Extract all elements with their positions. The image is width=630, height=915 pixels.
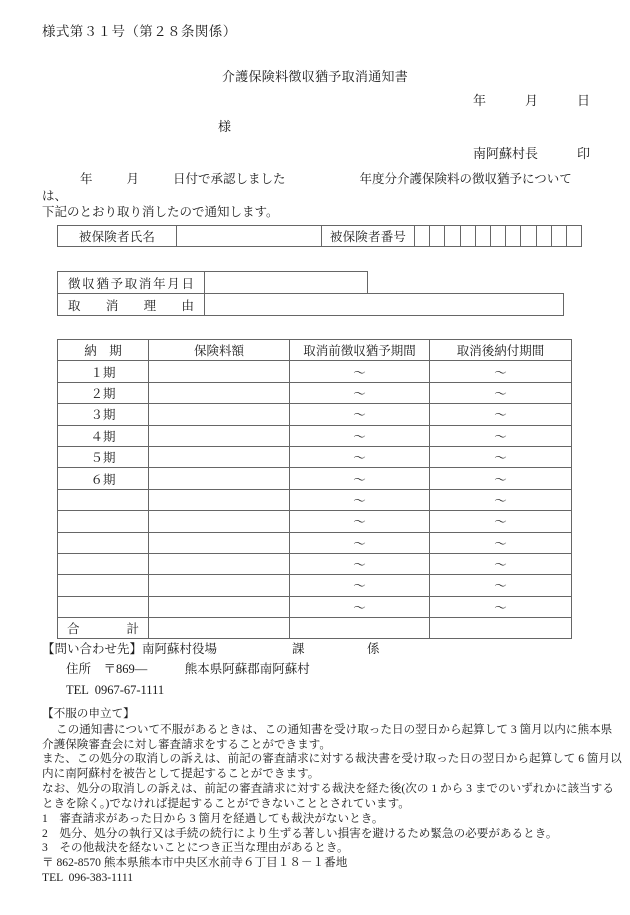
addressee-line: 様 xyxy=(218,119,232,134)
period-amount-field[interactable] xyxy=(149,425,290,446)
payment-period-table xyxy=(57,339,572,639)
period-amount-field[interactable] xyxy=(149,596,290,617)
period-after-field[interactable]: 〜 xyxy=(430,468,572,489)
period-amount-field[interactable] xyxy=(149,532,290,553)
period-amount-field[interactable] xyxy=(149,468,290,489)
appeal-paragraph-2: また、この処分の取消しの訴えは、前記の審査請求に対する裁決書を受け取った日の翌日から起算して 6 箇月以内に南阿蘇村を被告として提起することができます。 xyxy=(42,752,622,781)
table-row xyxy=(58,511,572,532)
period-term-label xyxy=(58,489,149,510)
table-row xyxy=(58,226,582,247)
table-row xyxy=(58,272,564,294)
table-row xyxy=(58,425,572,446)
period-term-label xyxy=(58,553,149,574)
appeal-address: 〒 862-8570 熊本県熊本市中央区水前寺６丁目１８－１番地 xyxy=(42,856,348,870)
appeal-paragraph-3: なお、処分の取消しの訴えは、前記の審査請求に対する裁決を経た後(次の 1 から 3 までのいずれかに該当するときを除く。)でなければ提起することができないこととされています。 xyxy=(42,782,614,810)
contact-block xyxy=(42,639,380,700)
body-fiscal-text: 年度分介護保険料の徴収猶予については、 xyxy=(42,172,572,203)
period-amount-field[interactable] xyxy=(149,446,290,467)
cancel-reason-field[interactable] xyxy=(205,294,564,316)
period-term-label xyxy=(58,532,149,553)
insured-number-cell[interactable] xyxy=(566,226,581,247)
insured-number-cell[interactable] xyxy=(521,226,536,247)
period-after-field[interactable]: 〜 xyxy=(430,553,572,574)
period-term-label: ３期 xyxy=(58,404,149,425)
period-amount-field[interactable] xyxy=(149,404,290,425)
table-row xyxy=(58,489,572,510)
period-before-field[interactable]: 〜 xyxy=(290,382,430,403)
insured-number-cell[interactable] xyxy=(475,226,490,247)
total-label: 合計 xyxy=(58,618,149,639)
period-table-head xyxy=(58,340,572,361)
period-before-field[interactable]: 〜 xyxy=(290,404,430,425)
period-amount-field[interactable] xyxy=(149,489,290,510)
total-after-field[interactable] xyxy=(430,618,572,639)
appeal-block xyxy=(42,707,622,886)
appeal-telephone: TEL 096-383-1111 xyxy=(42,871,134,885)
period-after-field[interactable]: 〜 xyxy=(430,489,572,510)
appeal-title: 【不服の申立て】 xyxy=(42,707,135,720)
period-term-label: ２期 xyxy=(58,382,149,403)
insured-number-label: 被保険者番号 xyxy=(322,226,415,247)
period-before-field[interactable]: 〜 xyxy=(290,489,430,510)
insured-name-field[interactable] xyxy=(177,226,322,247)
body-year: 年 xyxy=(80,172,93,186)
period-amount-field[interactable] xyxy=(149,575,290,596)
body-day: 日付で承認しました xyxy=(173,172,286,186)
period-term-label: ４期 xyxy=(58,425,149,446)
appeal-item: 3 その他裁決を経ないことにつき正当な理由があるとき。 xyxy=(42,841,349,855)
contact-telephone: TEL 0967-67-1111 xyxy=(66,682,165,697)
body-second-line: 下記のとおり取り消したので通知します。 xyxy=(42,205,279,219)
issue-date-line: 年 月 日 xyxy=(472,93,590,108)
period-after-field[interactable]: 〜 xyxy=(430,361,572,382)
appeal-item: 1 審査請求があった日から 3 箇月を経過しても裁決がないとき。 xyxy=(42,811,384,825)
period-before-field[interactable]: 〜 xyxy=(290,511,430,532)
table-row xyxy=(58,446,572,467)
cancellation-detail-table xyxy=(57,271,564,316)
cancel-date-label: 徴収猶予取消年月日 xyxy=(58,272,205,294)
table-row xyxy=(58,532,572,553)
period-after-field[interactable]: 〜 xyxy=(430,382,572,403)
insured-number-cell[interactable] xyxy=(506,226,521,247)
period-after-field[interactable]: 〜 xyxy=(430,511,572,532)
period-amount-field[interactable] xyxy=(149,553,290,574)
header-before-period: 取消前徴収猶予期間 xyxy=(290,340,430,361)
form-number: 様式第３１号（第２８条関係） xyxy=(42,24,237,39)
appeal-paragraph-1: この通知書について不服があるときは、この通知書を受け取った日の翌日から起算して 3 箇月以内に熊本県介護保険審査会に対し審査請求をすることができます。 xyxy=(42,722,613,751)
issuer-line: 南阿蘇村長 印 xyxy=(472,146,590,161)
document-title: 介護保険料徴収猶予取消通知書 xyxy=(221,69,409,84)
period-amount-field[interactable] xyxy=(149,361,290,382)
insured-name-label: 被保険者氏名 xyxy=(58,226,177,247)
table-row xyxy=(58,361,572,382)
period-before-field[interactable]: 〜 xyxy=(290,468,430,489)
period-before-field[interactable]: 〜 xyxy=(290,425,430,446)
body-month: 月 xyxy=(126,172,140,186)
table-row xyxy=(58,294,564,316)
table-total-row xyxy=(58,618,572,639)
total-before-field[interactable] xyxy=(290,618,430,639)
period-before-field[interactable]: 〜 xyxy=(290,575,430,596)
period-before-field[interactable]: 〜 xyxy=(290,553,430,574)
cancel-reason-label: 取消理由 xyxy=(58,294,205,316)
period-after-field[interactable]: 〜 xyxy=(430,446,572,467)
period-before-field[interactable]: 〜 xyxy=(290,532,430,553)
table-header-row xyxy=(58,340,572,361)
table-row xyxy=(58,575,572,596)
table-row xyxy=(58,404,572,425)
period-after-field[interactable]: 〜 xyxy=(430,425,572,446)
period-table-body xyxy=(58,361,572,618)
period-term-label: ６期 xyxy=(58,468,149,489)
appeal-item: 2 処分、処分の執行又は手続の続行により生ずる著しい損害を避けるため緊急の必要があるとき。 xyxy=(42,826,558,840)
insured-number-cell[interactable] xyxy=(490,226,505,247)
period-term-label xyxy=(58,596,149,617)
period-term-label: １期 xyxy=(58,361,149,382)
insured-number-cell[interactable] xyxy=(536,226,551,247)
period-after-field[interactable]: 〜 xyxy=(430,404,572,425)
contact-heading: 【問い合わせ先】南阿蘇村役場 課 係 xyxy=(42,642,380,656)
header-after-period: 取消後納付期間 xyxy=(430,340,572,361)
insured-person-table xyxy=(57,225,582,247)
period-after-field[interactable]: 〜 xyxy=(430,575,572,596)
period-term-label xyxy=(58,575,149,596)
total-amount-field[interactable] xyxy=(149,618,290,639)
cancel-date-spacer xyxy=(368,272,564,294)
insured-number-cell[interactable] xyxy=(445,226,460,247)
period-table-foot xyxy=(58,618,572,639)
cancel-date-field[interactable] xyxy=(205,272,368,294)
table-row xyxy=(58,553,572,574)
period-before-field[interactable]: 〜 xyxy=(290,446,430,467)
period-term-label: ５期 xyxy=(58,446,149,467)
period-term-label xyxy=(58,511,149,532)
period-after-field[interactable]: 〜 xyxy=(430,532,572,553)
table-row xyxy=(58,468,572,489)
insured-number-cell[interactable] xyxy=(460,226,475,247)
insured-number-cell[interactable] xyxy=(430,226,445,247)
header-amount: 保険料額 xyxy=(149,340,290,361)
table-row xyxy=(58,382,572,403)
table-row xyxy=(58,596,572,617)
period-amount-field[interactable] xyxy=(149,511,290,532)
body-paragraph xyxy=(42,171,588,221)
period-after-field[interactable]: 〜 xyxy=(430,596,572,617)
period-amount-field[interactable] xyxy=(149,382,290,403)
header-term: 納 期 xyxy=(58,340,149,361)
contact-address: 住所 〒869― 熊本県阿蘇郡南阿蘇村 xyxy=(66,662,310,677)
period-before-field[interactable]: 〜 xyxy=(290,596,430,617)
insured-number-cell[interactable] xyxy=(551,226,566,247)
insured-number-cell[interactable] xyxy=(415,226,430,247)
period-before-field[interactable]: 〜 xyxy=(290,361,430,382)
